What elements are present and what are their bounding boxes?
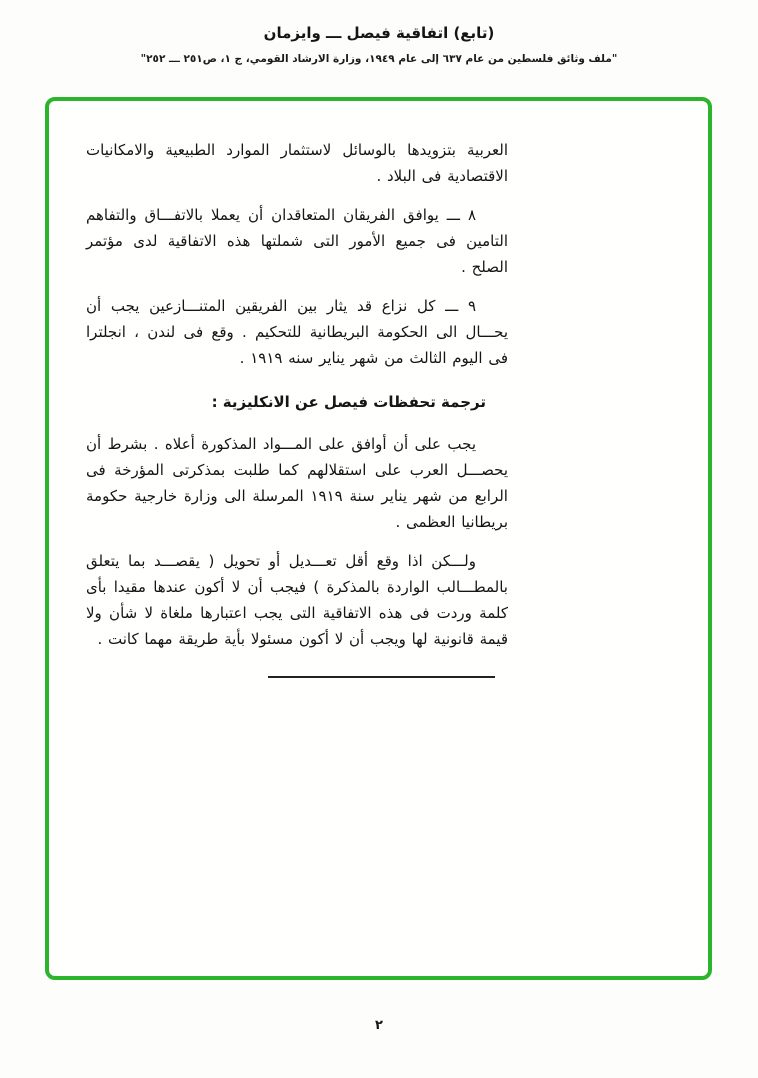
paragraph-clause-9: ٩ ـــ كل نزاع قد يثار بين الفريقين المتنـــازعين يجب أن يحـــال الى الحكومة البريطانية للتحكيم . وقع فى لندن ، انجلترا فى اليوم الثالث من شهر يناير سنه ١٩١٩ . (86, 297, 508, 367)
section-heading-reservations: ترجمة تحفظات فيصل عن الانكليزية : (211, 393, 486, 411)
document-title: (تابع) اتفاقية فيصل ـــ وايزمان (263, 24, 495, 42)
source-citation: "ملف وثائق فلسطين من عام ٦٣٧ إلى عام ١٩٤٩، وزارة الارشاد القومي، ج ١، ص٢٥١ ـــ ٢٥٢" (140, 53, 618, 65)
green-border-frame (45, 97, 712, 980)
page-number: ٢ (375, 1018, 383, 1033)
closing-rule (268, 676, 495, 678)
document-body (86, 137, 508, 678)
paragraph-clause-8: ٨ ـــ يوافق الفريقان المتعاقدان أن يعملا بالاتفـــاق والتفاهم التامين فى جميع الأمور التى شملتها هذه الاتفاقية لدى مؤتمر الصلح . (86, 206, 508, 276)
page-header (0, 24, 758, 65)
paragraph-continuation: العربية بتزويدها بالوسائل لاستثمار الموارد الطبيعية والامكانيات الاقتصادية فى البلاد . (86, 141, 508, 185)
paragraph-reservation-1: يجب على أن أوافق على المـــواد المذكورة أعلاه . بشرط أن يحصـــل العرب على استقلالهم كما طلبت بمذكرتى المؤرخة فى الرابع من شهر يناير سنة ١٩١٩ المرسلة الى وزارة خارجية حكومة بريطانيا العظمى . (86, 435, 508, 531)
paragraph-reservation-2: ولـــكن اذا وقع أقل تعـــديل أو تحويل ( يقصـــد بما يتعلق بالمطـــالب الواردة بالمذكرة ) فيجب أن لا أكون عندها مقيدا بأى كلمة وردت فى هذه الاتفاقية التى يجب اعتبارها ملغاة لا شأن ولا قيمة قانونية لها ويجب أن لا أكون مسئولا بأية طريقة مهما كانت . (86, 552, 508, 648)
page-footer (0, 1014, 758, 1033)
